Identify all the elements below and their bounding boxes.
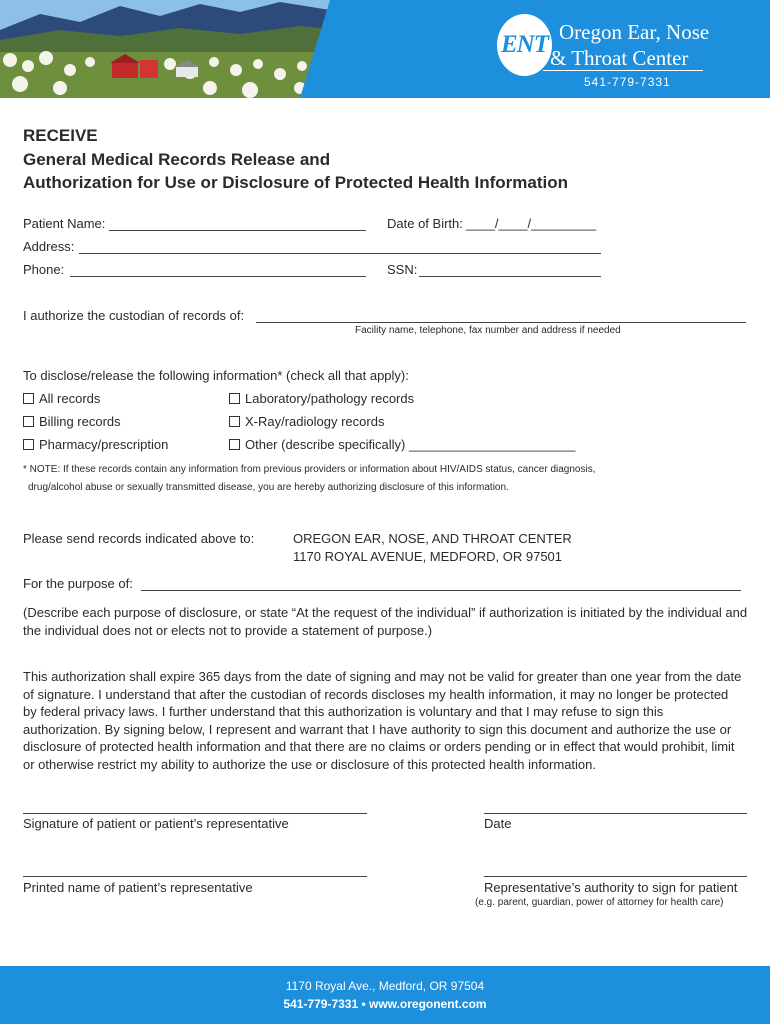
send-label: Please send records indicated above to:	[23, 531, 255, 546]
note-line2: drug/alcohol abuse or sexually transmitted disease, you are hereby authorizing disclosure of this information.	[28, 482, 509, 493]
option-other[interactable]	[229, 437, 575, 452]
option-label: Billing records	[39, 414, 121, 429]
custodian-hint: Facility name, telephone, fax number and address if needed	[355, 325, 621, 336]
signature-label: Signature of patient or patient’s representative	[23, 816, 289, 831]
option-pharmacy[interactable]	[23, 437, 168, 452]
custodian-field[interactable]	[256, 322, 746, 323]
checkbox[interactable]	[229, 393, 240, 404]
send-address-line1: OREGON EAR, NOSE, AND THROAT CENTER	[293, 531, 572, 546]
form-title-line2: Authorization for Use or Disclosure of Protected Health Information	[23, 173, 568, 192]
option-xray-records[interactable]	[229, 414, 384, 429]
ssn-label: SSN:	[387, 262, 418, 277]
option-label: Pharmacy/prescription	[39, 437, 169, 452]
purpose-description: (Describe each purpose of disclosure, or state “At the request of the individual” if authorization is initiated by the individual and the individual does not or elects not to provide a statement of purpose.)	[23, 605, 748, 638]
form-title-line1: General Medical Records Release and	[23, 150, 331, 169]
address-label: Address:	[23, 239, 75, 254]
other-description-field[interactable]: _______________________	[409, 437, 576, 452]
authority-label: Representative’s authority to sign for patient	[484, 880, 738, 895]
disclose-heading: To disclose/release the following information* (check all that apply):	[23, 368, 409, 383]
checkbox[interactable]	[23, 416, 34, 427]
logo-name-line1: Oregon Ear, Nose	[559, 20, 710, 44]
option-lab-records[interactable]	[229, 391, 414, 406]
header-banner	[0, 0, 770, 98]
ssn-field[interactable]	[419, 276, 601, 277]
option-label: Laboratory/pathology records	[245, 391, 415, 406]
authority-field[interactable]	[484, 876, 747, 877]
authorization-paragraph: This authorization shall expire 365 days from the date of signing and may not be valid for greater than one year from the date of signature. I understand that after the custodian of records discloses my health information, it may no longer be protected by federal privacy laws. I further understand that this authorization is voluntary and that I may refuse to sign this authorization. By signing below, I represent and warrant that I have authority to sign this document and authorize the use or disclosure of protected health information and that there are no claims or orders pending or in effect that would prohibit, limit or otherwise restrict my ability to authorize the use or disclosure of this protected health information.	[23, 669, 742, 772]
checkbox[interactable]	[23, 439, 34, 450]
printed-name-label: Printed name of patient’s representative	[23, 880, 253, 895]
send-address-line2: 1170 ROYAL AVENUE, MEDFORD, OR 97501	[293, 549, 563, 564]
clinic-logo	[497, 10, 757, 95]
signature-field[interactable]	[23, 813, 367, 814]
dob-label: Date of Birth:	[387, 216, 463, 231]
patient-name-field[interactable]	[109, 230, 366, 231]
authority-hint: (e.g. parent, guardian, power of attorney for health care)	[475, 897, 724, 908]
dob-field[interactable]: ____/____/_________	[466, 216, 597, 231]
footer-contact: 541-779-7331 • www.oregonent.com	[283, 997, 487, 1011]
option-label: Other (describe specifically)	[245, 437, 406, 452]
checkbox[interactable]	[23, 393, 34, 404]
date-field[interactable]	[484, 813, 747, 814]
custodian-label: I authorize the custodian of records of:	[23, 308, 245, 323]
option-billing-records[interactable]	[23, 414, 121, 429]
option-label: All records	[39, 391, 101, 406]
note-line1: * NOTE: If these records contain any information from previous providers or information about HIV/AIDS status, cancer diagnosis,	[23, 464, 596, 475]
ent-logo-mark: ENT	[497, 14, 552, 76]
option-label: X-Ray/radiology records	[245, 414, 385, 429]
header-phone: 541-779-7331	[584, 75, 671, 89]
footer-address: 1170 Royal Ave., Medford, OR 97504	[285, 979, 485, 993]
logo-divider	[543, 70, 703, 71]
logo-name-line2: & Throat Center	[550, 46, 689, 70]
footer-banner	[0, 966, 770, 1024]
date-label: Date	[484, 816, 512, 831]
address-field[interactable]	[79, 253, 601, 254]
purpose-label: For the purpose of:	[23, 576, 133, 591]
option-all-records[interactable]	[23, 391, 100, 406]
orchard-landscape-photo	[0, 0, 360, 98]
patient-name-label: Patient Name:	[23, 216, 106, 231]
checkbox[interactable]	[229, 416, 240, 427]
form-status-title: RECEIVE	[23, 126, 98, 145]
phone-label: Phone:	[23, 262, 65, 277]
purpose-field[interactable]	[141, 590, 741, 591]
checkbox[interactable]	[229, 439, 240, 450]
phone-field[interactable]	[70, 276, 366, 277]
printed-name-field[interactable]	[23, 876, 367, 877]
